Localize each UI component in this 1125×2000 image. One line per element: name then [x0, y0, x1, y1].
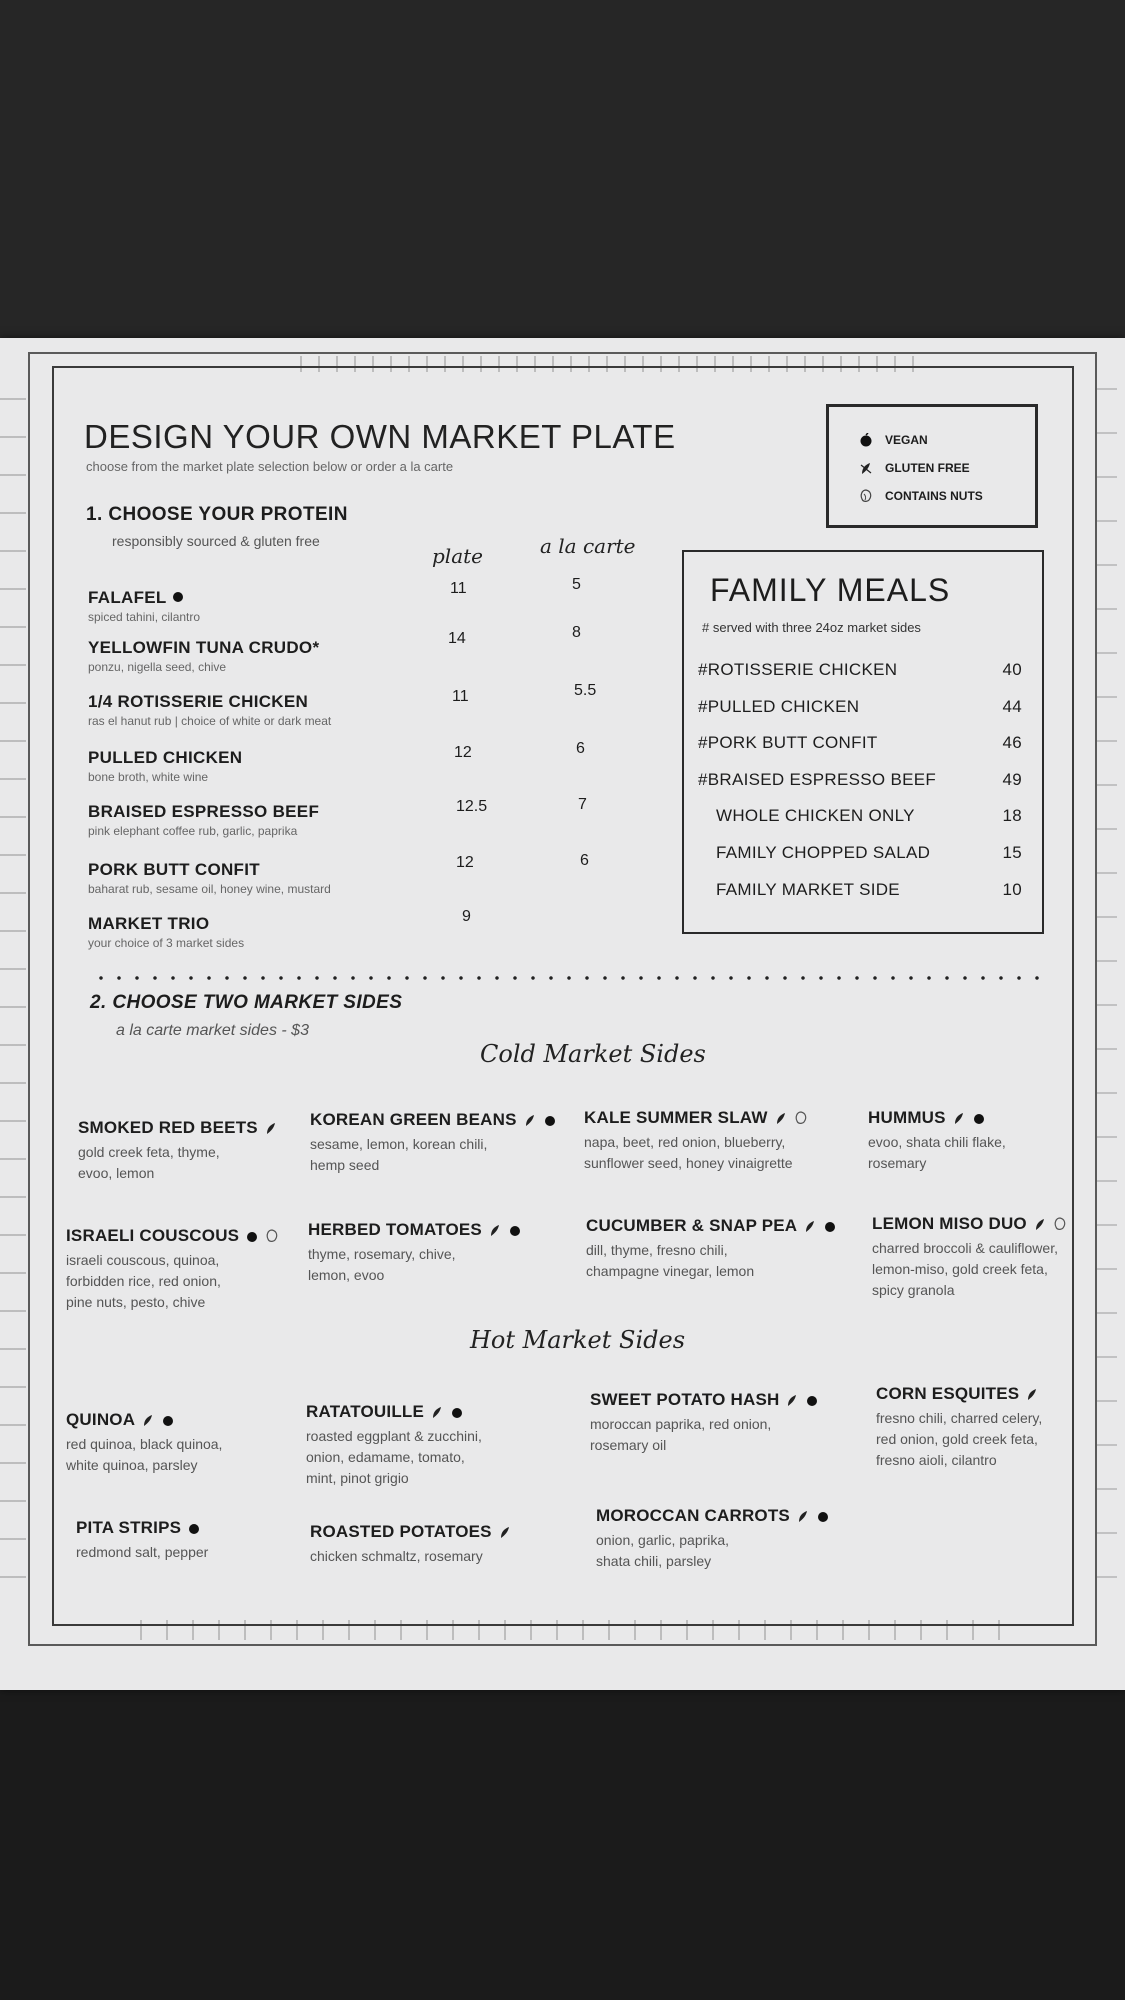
side-desc: shata chili, parsley — [596, 1553, 712, 1569]
family-meals-title: FAMILY MEALS — [710, 572, 951, 608]
legend-label: GLUTEN FREE — [885, 461, 970, 475]
protein-subheading: responsibly sourced & gluten free — [112, 533, 320, 549]
family-meal-price: 44 — [1002, 697, 1022, 716]
page-subtitle: choose from the market plate selection below or order a la carte — [86, 459, 454, 474]
family-meal-price: 18 — [1002, 806, 1022, 825]
side-name: ROASTED POTATOES — [310, 1522, 492, 1541]
gluten-free-icon — [488, 1223, 502, 1237]
side-desc: pine nuts, pesto, chive — [66, 1294, 206, 1310]
protein-desc: bone broth, white wine — [88, 770, 209, 784]
side-item-sweet-potato-hash — [590, 1390, 819, 1456]
side-desc: dill, thyme, fresno chili, — [586, 1242, 728, 1258]
side-name: MOROCCAN CARROTS — [596, 1506, 790, 1525]
protein-desc: your choice of 3 market sides — [88, 936, 245, 950]
protein-desc: spiced tahini, cilantro — [88, 610, 201, 624]
gluten-free-icon — [1033, 1217, 1047, 1231]
price-a-la-carte: 7 — [578, 796, 587, 813]
vegan-icon — [543, 1113, 557, 1127]
side-desc: onion, edamame, tomato, — [306, 1449, 465, 1465]
vegan-icon — [508, 1223, 522, 1237]
family-meals-note: # served with three 24oz market sides — [702, 620, 921, 635]
protein-name: 1/4 ROTISSERIE CHICKEN — [88, 692, 309, 711]
protein-item-rotisserie-chicken — [88, 692, 331, 728]
side-desc: forbidden rice, red onion, — [66, 1273, 221, 1289]
family-meal-name: #ROTISSERIE CHICKEN — [698, 660, 898, 679]
side-desc: evoo, lemon — [78, 1165, 155, 1181]
side-item-kale-summer-slaw — [584, 1108, 808, 1174]
vegan-icon — [245, 1229, 259, 1243]
gluten-free-icon — [803, 1219, 817, 1233]
protein-name: BRAISED ESPRESSO BEEF — [88, 802, 320, 821]
protein-item-espresso-beef — [88, 802, 319, 838]
side-item-corn-esquites — [876, 1384, 1042, 1471]
vegan-icon — [823, 1219, 837, 1233]
protein-name: FALAFEL — [88, 588, 167, 607]
side-desc: lemon, evoo — [308, 1267, 385, 1283]
decorative-border — [1095, 378, 1117, 1578]
protein-name: MARKET TRIO — [88, 914, 210, 933]
protein-item-pulled-chicken — [88, 748, 242, 784]
decorative-border — [0, 378, 26, 1578]
side-desc: gold creek feta, thyme, — [78, 1144, 220, 1160]
protein-desc: ras el hanut rub | choice of white or dark meat — [88, 714, 332, 728]
hot-sides-title: Hot Market Sides — [470, 1326, 686, 1354]
side-item-ratatouille — [306, 1402, 482, 1489]
side-item-quinoa — [66, 1410, 222, 1476]
side-desc: onion, garlic, paprika, — [596, 1532, 730, 1548]
page-title: DESIGN YOUR OWN MARKET PLATE — [84, 418, 676, 455]
side-name: QUINOA — [66, 1410, 136, 1429]
vegan-icon — [161, 1413, 175, 1427]
dotted-divider — [92, 976, 1042, 980]
side-name: SMOKED RED BEETS — [78, 1118, 258, 1137]
side-desc: roasted eggplant & zucchini, — [306, 1428, 482, 1444]
side-item-cucumber-snap-pea — [586, 1216, 837, 1282]
protein-name: YELLOWFIN TUNA CRUDO* — [88, 638, 320, 657]
vegan-icon — [450, 1405, 464, 1419]
side-desc: napa, beet, red onion, blueberry, — [584, 1134, 786, 1150]
legend-item-gluten-free — [859, 461, 970, 475]
side-name: LEMON MISO DUO — [872, 1214, 1027, 1233]
side-desc: champagne vinegar, lemon — [586, 1263, 755, 1279]
side-desc: red onion, gold creek feta, — [876, 1431, 1038, 1447]
price-a-la-carte: 5 — [572, 576, 581, 593]
price-plate: 14 — [448, 630, 466, 647]
legend-item-contains-nuts — [859, 489, 983, 503]
side-desc: red quinoa, black quinoa, — [66, 1436, 223, 1452]
protein-name: PULLED CHICKEN — [88, 748, 243, 767]
side-desc: rosemary oil — [590, 1437, 667, 1453]
protein-item-tuna-crudo — [88, 638, 319, 674]
side-desc: evoo, shata chili flake, — [868, 1134, 1006, 1150]
family-meal-price: 10 — [1002, 880, 1022, 899]
vegan-icon — [187, 1521, 201, 1535]
side-item-korean-green-beans — [310, 1110, 557, 1176]
side-name: RATATOUILLE — [306, 1402, 425, 1421]
side-name: HERBED TOMATOES — [308, 1220, 482, 1239]
side-desc: moroccan paprika, red onion, — [590, 1416, 772, 1432]
column-header-a-la-carte: a la carte — [540, 534, 636, 558]
side-name: ISRAELI COUSCOUS — [66, 1226, 240, 1245]
side-name: HUMMUS — [868, 1108, 946, 1127]
table-surface — [0, 1690, 1125, 2000]
protein-heading: 1. CHOOSE YOUR PROTEIN — [86, 504, 348, 525]
gluten-free-icon — [498, 1525, 512, 1539]
side-desc: charred broccoli & cauliflower, — [872, 1240, 1058, 1256]
side-name: SWEET POTATO HASH — [590, 1390, 780, 1409]
side-name: KALE SUMMER SLAW — [584, 1108, 768, 1127]
side-item-lemon-miso-duo — [872, 1214, 1067, 1301]
side-desc: spicy granola — [872, 1282, 955, 1298]
family-meal-price: 49 — [1002, 770, 1022, 789]
price-plate: 11 — [452, 688, 469, 705]
price-plate: 12 — [454, 744, 472, 761]
side-desc: white quinoa, parsley — [66, 1457, 198, 1473]
gluten-free-icon — [859, 461, 873, 475]
protein-desc: ponzu, nigella seed, chive — [88, 660, 227, 674]
side-item-herbed-tomatoes — [308, 1220, 522, 1286]
price-a-la-carte: 5.5 — [574, 682, 597, 699]
side-name: CUCUMBER & SNAP PEA — [586, 1216, 798, 1235]
side-desc: fresno aioli, cilantro — [876, 1452, 997, 1468]
side-desc: chicken schmaltz, rosemary — [310, 1548, 483, 1564]
side-desc: mint, pinot grigio — [306, 1470, 409, 1486]
side-desc: fresno chili, charred celery, — [876, 1410, 1043, 1426]
gluten-free-icon — [774, 1111, 788, 1125]
contains-nuts-icon — [859, 489, 873, 503]
side-desc: rosemary — [868, 1155, 927, 1171]
vegan-icon — [805, 1393, 819, 1407]
legend-label: VEGAN — [885, 433, 928, 447]
vegan-icon — [171, 589, 185, 603]
protein-desc: pink elephant coffee rub, garlic, paprika — [88, 824, 298, 838]
price-a-la-carte: 8 — [572, 624, 581, 641]
side-item-pita-strips — [76, 1518, 208, 1563]
dietary-legend — [826, 404, 1038, 528]
price-a-la-carte: 6 — [576, 740, 585, 757]
family-meal-name: #PORK BUTT CONFIT — [698, 733, 878, 752]
side-item-roasted-potatoes — [310, 1522, 512, 1567]
protein-item-pork-butt-confit — [88, 860, 331, 896]
family-meal-name: FAMILY CHOPPED SALAD — [716, 843, 931, 862]
family-meal-name: #BRAISED ESPRESSO BEEF — [698, 770, 937, 789]
side-name: PITA STRIPS — [76, 1518, 182, 1537]
gluten-free-icon — [785, 1393, 799, 1407]
gluten-free-icon — [141, 1413, 155, 1427]
side-desc: hemp seed — [310, 1157, 380, 1173]
column-header-plate: plate — [432, 544, 483, 568]
contains-nuts-icon — [265, 1229, 279, 1243]
vegan-icon — [816, 1509, 830, 1523]
family-meal-price: 15 — [1002, 843, 1022, 862]
legend-item-vegan — [859, 433, 928, 447]
protein-item-falafel — [88, 588, 200, 624]
gluten-free-icon — [523, 1113, 537, 1127]
cold-sides-title: Cold Market Sides — [480, 1040, 706, 1068]
contains-nuts-icon — [794, 1111, 808, 1125]
vegan-icon — [859, 433, 873, 447]
price-a-la-carte: 6 — [580, 852, 589, 869]
gluten-free-icon — [430, 1405, 444, 1419]
sides-heading: 2. CHOOSE TWO MARKET SIDES — [90, 992, 403, 1013]
side-item-hummus — [868, 1108, 1006, 1174]
side-name: KOREAN GREEN BEANS — [310, 1110, 517, 1129]
contains-nuts-icon — [1053, 1217, 1067, 1231]
legend-label: CONTAINS NUTS — [885, 489, 983, 503]
side-item-smoked-red-beets — [78, 1118, 278, 1184]
vegan-icon — [972, 1111, 986, 1125]
sides-subheading: a la carte market sides - $3 — [116, 1022, 309, 1039]
family-meal-price: 40 — [1002, 660, 1022, 679]
side-desc: israeli couscous, quinoa, — [66, 1252, 220, 1268]
gluten-free-icon — [952, 1111, 966, 1125]
side-desc: thyme, rosemary, chive, — [308, 1246, 456, 1262]
side-desc: sesame, lemon, korean chili, — [310, 1136, 488, 1152]
side-item-moroccan-carrots — [596, 1506, 830, 1572]
price-plate: 9 — [462, 908, 471, 925]
family-meal-name: WHOLE CHICKEN ONLY — [716, 806, 915, 825]
side-name: CORN ESQUITES — [876, 1384, 1020, 1403]
family-meal-price: 46 — [1002, 733, 1022, 752]
side-desc: lemon-miso, gold creek feta, — [872, 1261, 1048, 1277]
protein-item-market-trio — [88, 914, 244, 950]
side-desc: redmond salt, pepper — [76, 1544, 209, 1560]
family-meals-box — [682, 550, 1044, 934]
gluten-free-icon — [796, 1509, 810, 1523]
side-desc: sunflower seed, honey vinaigrette — [584, 1155, 793, 1171]
gluten-free-icon — [264, 1121, 278, 1135]
price-plate: 11 — [450, 580, 467, 597]
protein-desc: baharat rub, sesame oil, honey wine, mustard — [88, 882, 331, 896]
side-item-israeli-couscous — [66, 1226, 279, 1313]
gluten-free-icon — [1025, 1387, 1039, 1401]
family-meal-name: FAMILY MARKET SIDE — [716, 880, 900, 899]
protein-name: PORK BUTT CONFIT — [88, 860, 260, 879]
family-meal-name: #PULLED CHICKEN — [698, 697, 860, 716]
price-plate: 12.5 — [456, 798, 488, 815]
price-plate: 12 — [456, 854, 474, 871]
